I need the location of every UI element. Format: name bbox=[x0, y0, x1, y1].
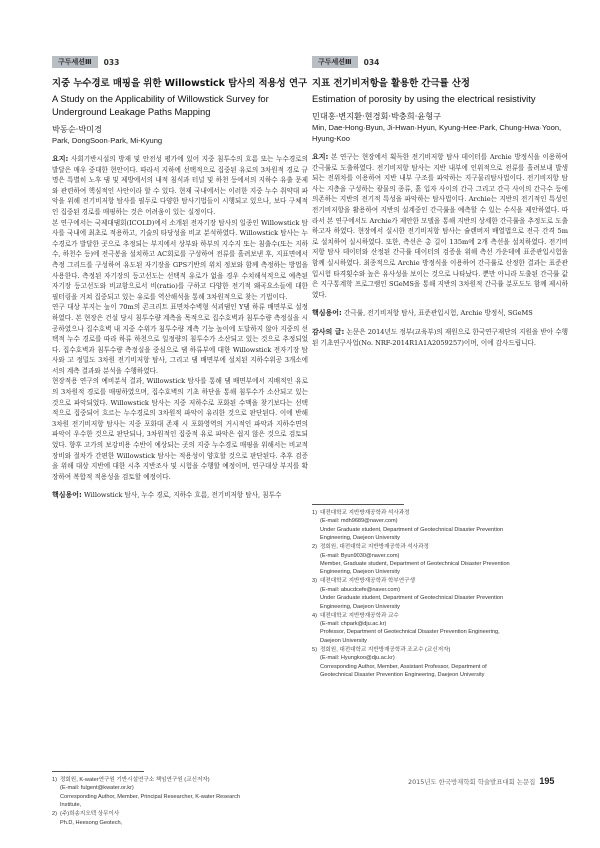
right-article bbox=[312, 56, 568, 348]
footnote-line: (E-mail: chpark@dju.ac.kr) bbox=[320, 621, 387, 628]
keywords bbox=[52, 490, 308, 501]
keywords-label: 핵심용어: bbox=[312, 309, 342, 318]
authors-ko: 박동순·박미경 bbox=[52, 124, 103, 134]
footnote-number: 2) bbox=[52, 811, 57, 818]
footnote-line: 대전대학교 지반방재공학과 교수 bbox=[320, 612, 399, 619]
right-footnotes bbox=[312, 509, 568, 680]
footnote-line: (E-mail: abucdcefe@naver.com) bbox=[320, 586, 400, 593]
footnote-number: 3) bbox=[312, 578, 317, 585]
footnote-number: 1) bbox=[52, 777, 57, 783]
authors-ko: 민대홍·변지환·현경회·박충희·윤형구 bbox=[312, 111, 442, 121]
footnote bbox=[312, 577, 568, 611]
footnote-line: Under Graduate student, Department of Geotechnical Disaster Prevention bbox=[320, 526, 504, 533]
footnote-line: Geotechnical Disaster Prevention Engineering, Daejeon University bbox=[320, 672, 485, 679]
footnote bbox=[312, 543, 568, 577]
session-number: 034 bbox=[363, 57, 380, 67]
footnote-line: (E-mail: fulgent@kwater.or.kr) bbox=[60, 785, 134, 792]
footnote-line: (주)희송지오텍 상무이사 bbox=[60, 811, 120, 818]
abstract-text: 사회기반시설의 방재 및 안전성 평가에 있어 지중 침투수의 흐름 또는 누수경로의 발달은 매우 중대한 현안이다. 따라서 지하에 선택적으로 집중된 유로의 3차원적 경로 규명은 특별히 노후 댐 및 제방에서의 내적 침식과 터널 및 하천 등에서의 지하수 유출 문제와 관련하여 핵심적인 사안이라 할 수 있다. 현재 국내에서는 이러한 지중 누수 취약대 파악을 위해 전기비저항 탐사를 필두로 다양한 탐사기법들이 시행되고 있으나, 보다 구체적인 집중된 경로를 매핑하는 것은 어려움이 있는 실정이다. bbox=[52, 155, 308, 216]
article-title-en: A Study on the Applicability of Willowstick Survey for Underground Leakage Paths Mapping bbox=[52, 93, 269, 117]
article-title-ko: 지중 누수경로 매핑을 위한 Willowstick 탐사의 적용성 연구 bbox=[52, 78, 308, 89]
session-tag bbox=[312, 56, 568, 68]
footnote-line: (E-mail: Byun9030@naver.com) bbox=[320, 552, 400, 559]
footer-text: 2015년도 한국방재학회 학술발표대회 논문집 bbox=[408, 778, 536, 786]
abstract bbox=[312, 152, 568, 300]
session-tag bbox=[52, 56, 308, 68]
footnote-line: (E-mail: Hyungkoo@dju.ac.kr) bbox=[320, 655, 395, 662]
body-paragraph: 연구 대상 부지는 높이 70m의 콘크리트 표면차수벽형 석괴댐인 Y댐 하류 배면부로 설정하였다. 본 현장은 건설 당시 침투수량 계측을 목적으로 집수호벽과 침투수량 측정실을 시공하였으나 집수호벽 내 지중 수위가 침투수량 계측 기능 높이에 도달하지 않아 지중의 선택적 누수 경로를 따라 하류 하천으로 일정량의 침투수가 소산되고 있는 것으로 추정되었다. 집수호벽과 침투수량 측정실을 중심으로 댐 하류부에 대한 Willowstick 전자기장 탐사와 고 정밀도 3차원 전기비저항 탐사, 그리고 댐 배면부에 설치된 지하수위공 3개소에서의 계측 결과와 분석을 수행하였다. bbox=[52, 303, 308, 375]
page-number: 195 bbox=[539, 776, 555, 786]
footnote-number: 1) bbox=[312, 510, 317, 516]
keywords bbox=[312, 308, 568, 319]
footnote-line: Ph.D, Heesong Geotech, bbox=[60, 819, 123, 826]
footnote-line: 정회원, K-water연구원 기반시설연구소 책임연구원 (교신저자) bbox=[60, 777, 210, 783]
footnote-number: 4) bbox=[312, 612, 317, 619]
footnote-line: Corresponding Author, Member, Principal Researcher, K-water Research bbox=[60, 793, 241, 800]
footnote bbox=[52, 810, 308, 827]
footnote-line: Member, Graduate student, Department of Geotechnical Disaster Prevention bbox=[320, 561, 510, 568]
footnote-line: Engineering, Daejeon University bbox=[320, 535, 400, 542]
footnote-line: Engineering, Daejeon University bbox=[320, 603, 400, 610]
footnote-lines bbox=[60, 776, 240, 810]
abstract bbox=[52, 154, 308, 218]
article-title-ko: 지표 전기비저항을 활용한 간극률 산정 bbox=[312, 78, 470, 89]
footnote-line: Corresponding Author, Member, Assistant Professor, Department of bbox=[320, 663, 487, 670]
footnote-line: 대전대학교 지반방재공학과 석사과정 bbox=[320, 510, 410, 516]
page-footer bbox=[408, 776, 554, 786]
left-footnotes bbox=[52, 776, 308, 828]
footnote-lines bbox=[60, 810, 122, 827]
ack-text: 논문은 2014년도 정부(교육부)의 재원으로 한국연구재단의 지원을 받아 수행된 기초연구사업(No. NRF-2014R1A1A2059257)이며, 이에 감사드립니다. bbox=[312, 327, 568, 347]
footnote-line: 대전대학교 지반방재공학과 학부연구생 bbox=[320, 578, 415, 585]
footnote-rule bbox=[312, 504, 404, 505]
footnote bbox=[312, 612, 568, 646]
footnote-line: 정회원, 대전대학교 지반방재공학과 석사과정 bbox=[320, 544, 429, 551]
session-label: 구두세션Ⅲ bbox=[52, 56, 98, 68]
authors-en: Min, Dae-Hong·Byun, Ji-Hwan·Hyun, Kyung-Hee·Park, Chung-Hwa·Yoon, Hyung-Koo bbox=[312, 123, 562, 143]
footnote-lines bbox=[320, 577, 503, 611]
left-article bbox=[52, 56, 308, 501]
abstract-label: 요지: bbox=[52, 155, 69, 163]
footnote-line: Professor, Department of Geotechnical Disaster Prevention Engineering, bbox=[320, 629, 500, 636]
footnote bbox=[312, 646, 568, 680]
footnote-line: Under Graduate student, Department of Geotechnical Disaster Prevention bbox=[320, 595, 504, 602]
authors-en: Park, DongSoon·Park, Mi-Kyung bbox=[52, 136, 163, 145]
footnote-line: (E-mail: mdh9689@naver.com) bbox=[320, 518, 398, 525]
footnote bbox=[312, 509, 568, 543]
footnote bbox=[52, 776, 308, 810]
footnote-number: 2) bbox=[312, 544, 317, 551]
footnote-rule bbox=[52, 771, 144, 772]
session-label: 구두세션Ⅲ bbox=[312, 56, 358, 68]
body-paragraph: 현장적용 연구의 예비분석 결과, Willowstick 탐사를 통해 댐 배면부에서 지배적인 유로의 3차원적 경로를 매핑하였으며, 집수호벽의 기초 하단을 통해 침투수가 소산되고 있는 것으로 파악되었다. Willowstick 탐사는 지중 저하수로 포화된 수맥을 찾기보다는 선택적으로 집중되어 흐르는 누수경로의 3차원적 파악이 유리한 것으로 판단된다. 이에 반해 3차원 전기비저항 탐사는 지중 포화대 존재 시 포화영역의 거시적인 파악과 지하수면의 파악이 우수한 것으로 판단되나, 3차원적인 집중적 유로 파악은 쉽지 않은 것으로 검토되었다. 향후 고가의 보강비용 수반이 예상되는 곳의 지중 누수경로 매핑을 위해서는 비교적 장비와 절차가 간편한 Willowstick 탐사는 적용성이 양호할 것으로 판단된다. 추후 검증을 위해 대상 지반에 대한 시추 지반조사 및 시험을 수행할 예정이며, 연구대상 부지를 확장하여 복합적 적용성을 검토할 예정이다. bbox=[52, 377, 308, 481]
footnote-number: 5) bbox=[312, 646, 317, 653]
keywords-label: 핵심용어: bbox=[52, 491, 82, 500]
keywords-text: Willowstick 탐사, 누수 경로, 지하수 흐름, 전기비저항 탐사, 침투수 bbox=[83, 491, 282, 500]
footnote-line: 정회원, 대전대학교 지반방재공학과 조교수 (교신저자) bbox=[320, 646, 451, 653]
ack-label: 감사의 글: bbox=[312, 327, 345, 336]
footnote-lines bbox=[320, 543, 510, 577]
session-number: 033 bbox=[103, 57, 120, 67]
article-title-en: Estimation of porosity by using the electrical resistivity bbox=[312, 93, 536, 104]
footnote-lines bbox=[320, 646, 487, 680]
footnote-lines bbox=[320, 509, 503, 543]
acknowledgement bbox=[312, 327, 568, 348]
keywords-text: 간극률, 전기비저항 탐사, 표준관입시험, Archie 방정식, SGeMS bbox=[343, 309, 533, 318]
footnote-line: Institute, bbox=[60, 802, 82, 809]
footnote-line: Engineering, Daejeon University bbox=[320, 569, 400, 576]
abstract-label: 요지: bbox=[312, 153, 329, 161]
abstract-text: 본 연구는 현장에서 획득한 전기비저항 탐사 데이터를 Archie 방정식을 이용하여 간극률로 도출하였다. 전기비저항 탐사는 지반 내부에 인위적으로 전류를 흘려보내 발생되는 전위차를 이용하여 지반 내부 구조를 파악하는 지구물리탐사법이다. 전기비저항 탐사는 지층을 구성하는 광물의 종류, 흙 입자 사이의 간극 그리고 간극 사이의 간극수 등에 의존하는 지반의 전기적 특성을 파악하는 탐사법이다. Archie는 지반의 전기적인 특성인 전기비저항을 활용하여 지반의 설계중인 간극률을 예측할 수 있는 수식을 제안하였다. 따라서 본 연구에서도 Archie가 제안한 모델을 통해 지반의 상세한 간극률을 추정도로 도출하고자 하였다. 현장에서 실시한 전기비저항 탐사는 슐렌버저 배열법으로 전극 간격 5m로 설치하여 실시하였다. 또한, 측선은 총 길이 135m에 2개 측선을 설치하였다. 전기비저항 탐사 데이터와 산정된 간극률 데이터의 검증을 위해 측선 가운데에 표준관입시험을 함께 실시하였다. 최종적으로 Archie 방정식을 이용하여 간극률로 산정한 결과는 표준관입시험 타격횟수와 높은 유사성을 보이는 것으로 나타났다. 뿐만 아니라 도출된 간극률 값은 지구통계학 프로그램인 SGeMS을 통해 지반의 3차원적 간극률 분포도도 함께 제시하였다. bbox=[312, 153, 568, 299]
footnote-lines bbox=[320, 612, 500, 646]
body-paragraph: 본 연구에서는 국제대댐회(ICOLD)에서 소개된 전자기장 탐사의 일종인 Willowstick 탐사를 국내에 최초로 적용하고, 기술의 타당성을 비교 분석하였다. Willowstick 탐사는 누수경로가 발달한 곳으로 추정되는 부지에서 상부와 하부의 지수지 또는 침출수(또는 지하수, 하천수 등)에 전극봉을 설치하고 AC회로를 구성하여 전류를 흘려보낸 후, 지표면에서 측정 그리드를 구성하여 유도된 자기장을 GPS기반의 위치 정보와 함께 측정하는 방법을 사용한다. 측정된 자기장의 등고선도는 선택적 유로가 없을 경우 수치해석적으로 예측된 자기장 등고선도와 비교함으로서 비(ratio)를 구하고 다양한 전기적 왜곡요소들에 대한 필터링을 거쳐 집중되고 있는 유로를 역산해석을 통해 3차원적으로 찾는 기법이다. bbox=[52, 218, 308, 301]
footnote-line: Daejeon University bbox=[320, 637, 367, 644]
